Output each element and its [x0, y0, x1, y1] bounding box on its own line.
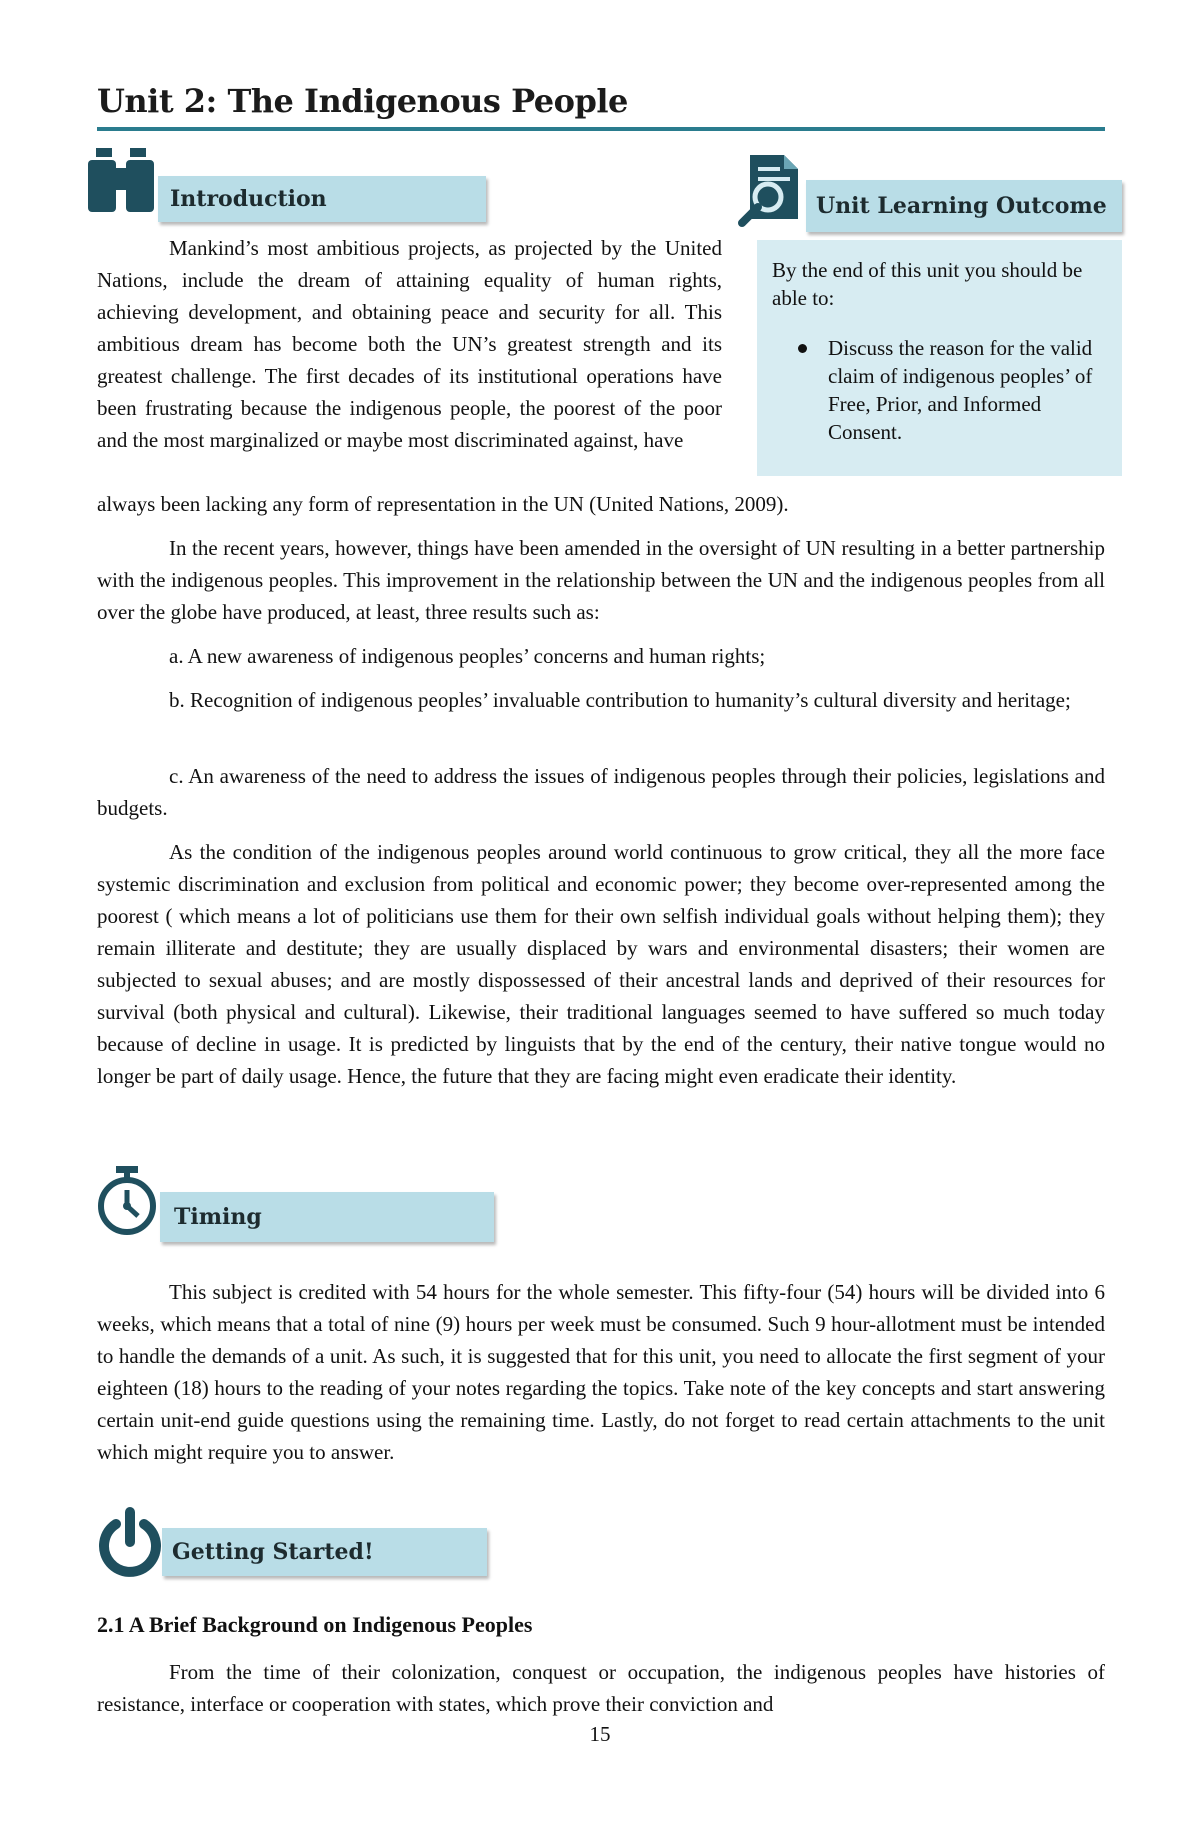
intro-paragraph-2: In the recent years, however, things have been amended in the oversight of UN resulting in a better partnership with the indigenous peoples. This improvement in the relationship between the UN and the indigenous peoples from all over the globe have produced, at least, three results such as: — [97, 536, 1105, 624]
intro-paragraph-1: Mankind’s most ambitious projects, as projected by the United Nations, include the dream of attaining equality of human rights, achieving development, and obtaining peace and security for all. This ambitious dream has become both the UN’s greatest strength and its greatest challenge. The first decades of its institutional operations have been frustrating because the indigenous people, the poorest of the poor and the most marginalized or maybe most discriminated against, have — [97, 236, 722, 452]
learning-outcome-heading: Unit Learning Outcome — [816, 193, 1107, 219]
power-icon — [94, 1506, 166, 1578]
timing-heading: Timing — [174, 1204, 262, 1230]
result-c: c. An awareness of the need to address the issues of indigenous peoples through their policies, legislations and budgets. — [97, 764, 1105, 820]
timing-paragraph: This subject is credited with 54 hours for the whole semester. This fifty-four (54) hours will be divided into 6 weeks, which means that a total of nine (9) hours per week must be consumed. Such 9 hour-allotment must be intended to handle the demands of a unit. As such, it is suggested that for this unit, you need to allocate the first segment of your eighteen (18) hours to the reading of your notes regarding the topics. Take note of the key concepts and start answering certain unit-end guide questions using the remaining time. Lastly, do not forget to read certain attachments to the unit which might require you to answer. — [97, 1280, 1105, 1464]
title-rule — [97, 127, 1105, 131]
introduction-heading: Introduction — [170, 186, 327, 212]
learning-outcome-list — [772, 334, 1107, 446]
unit-title: Unit 2: The Indigenous People — [97, 82, 628, 120]
timing-banner — [160, 1192, 494, 1242]
result-b: b. Recognition of indigenous peoples’ invaluable contribution to humanity’s cultural diversity and heritage; — [169, 688, 1071, 712]
learning-outcome-intro: By the end of this unit you should be able to: — [772, 258, 1083, 310]
document-search-icon — [738, 155, 804, 227]
introduction-banner — [158, 176, 486, 222]
learning-outcome-item: Discuss the reason for the valid claim of indigenous peoples’ of Free, Prior, and Informed Consent. — [828, 334, 1107, 446]
intro-paragraph-3: As the condition of the indigenous peoples around world continuous to grow critical, they all the more face systemic discrimination and exclusion from political and economic power; they become over-represented among the poorest ( which means a lot of politicians use them for their own selfish individual goals without helping them); they remain illiterate and destitute; they are usually displaced by wars and environmental disasters; their women are subjected to sexual abuses; and are mostly dispossessed of their ancestral lands and deprived of their resources for survival (both physical and cultural). Likewise, their traditional languages seemed to have suffered so much today because of decline in usage. It is predicted by linguists that by the end of the century, their native tongue would no longer be part of daily usage. Hence, the future that they are facing might even eradicate their identity. — [97, 840, 1105, 1088]
getting-started-paragraph: From the time of their colonization, conquest or occupation, the indigenous peoples have histories of resistance, interface or cooperation with states, which prove their conviction and — [97, 1660, 1105, 1716]
section-subheading: 2.1 A Brief Background on Indigenous Peoples — [97, 1612, 533, 1637]
intro-paragraph-1-last: always been lacking any form of representation in the UN (United Nations, 2009). — [97, 492, 789, 516]
stopwatch-icon — [96, 1166, 158, 1236]
getting-started-banner — [162, 1528, 487, 1576]
result-a: a. A new awareness of indigenous peoples’ concerns and human rights; — [169, 644, 766, 668]
learning-outcome-banner — [806, 180, 1122, 232]
binoculars-icon — [88, 148, 154, 212]
getting-started-heading: Getting Started! — [172, 1539, 374, 1565]
page-number: 15 — [589, 1722, 611, 1746]
learning-outcome-box — [757, 240, 1122, 476]
